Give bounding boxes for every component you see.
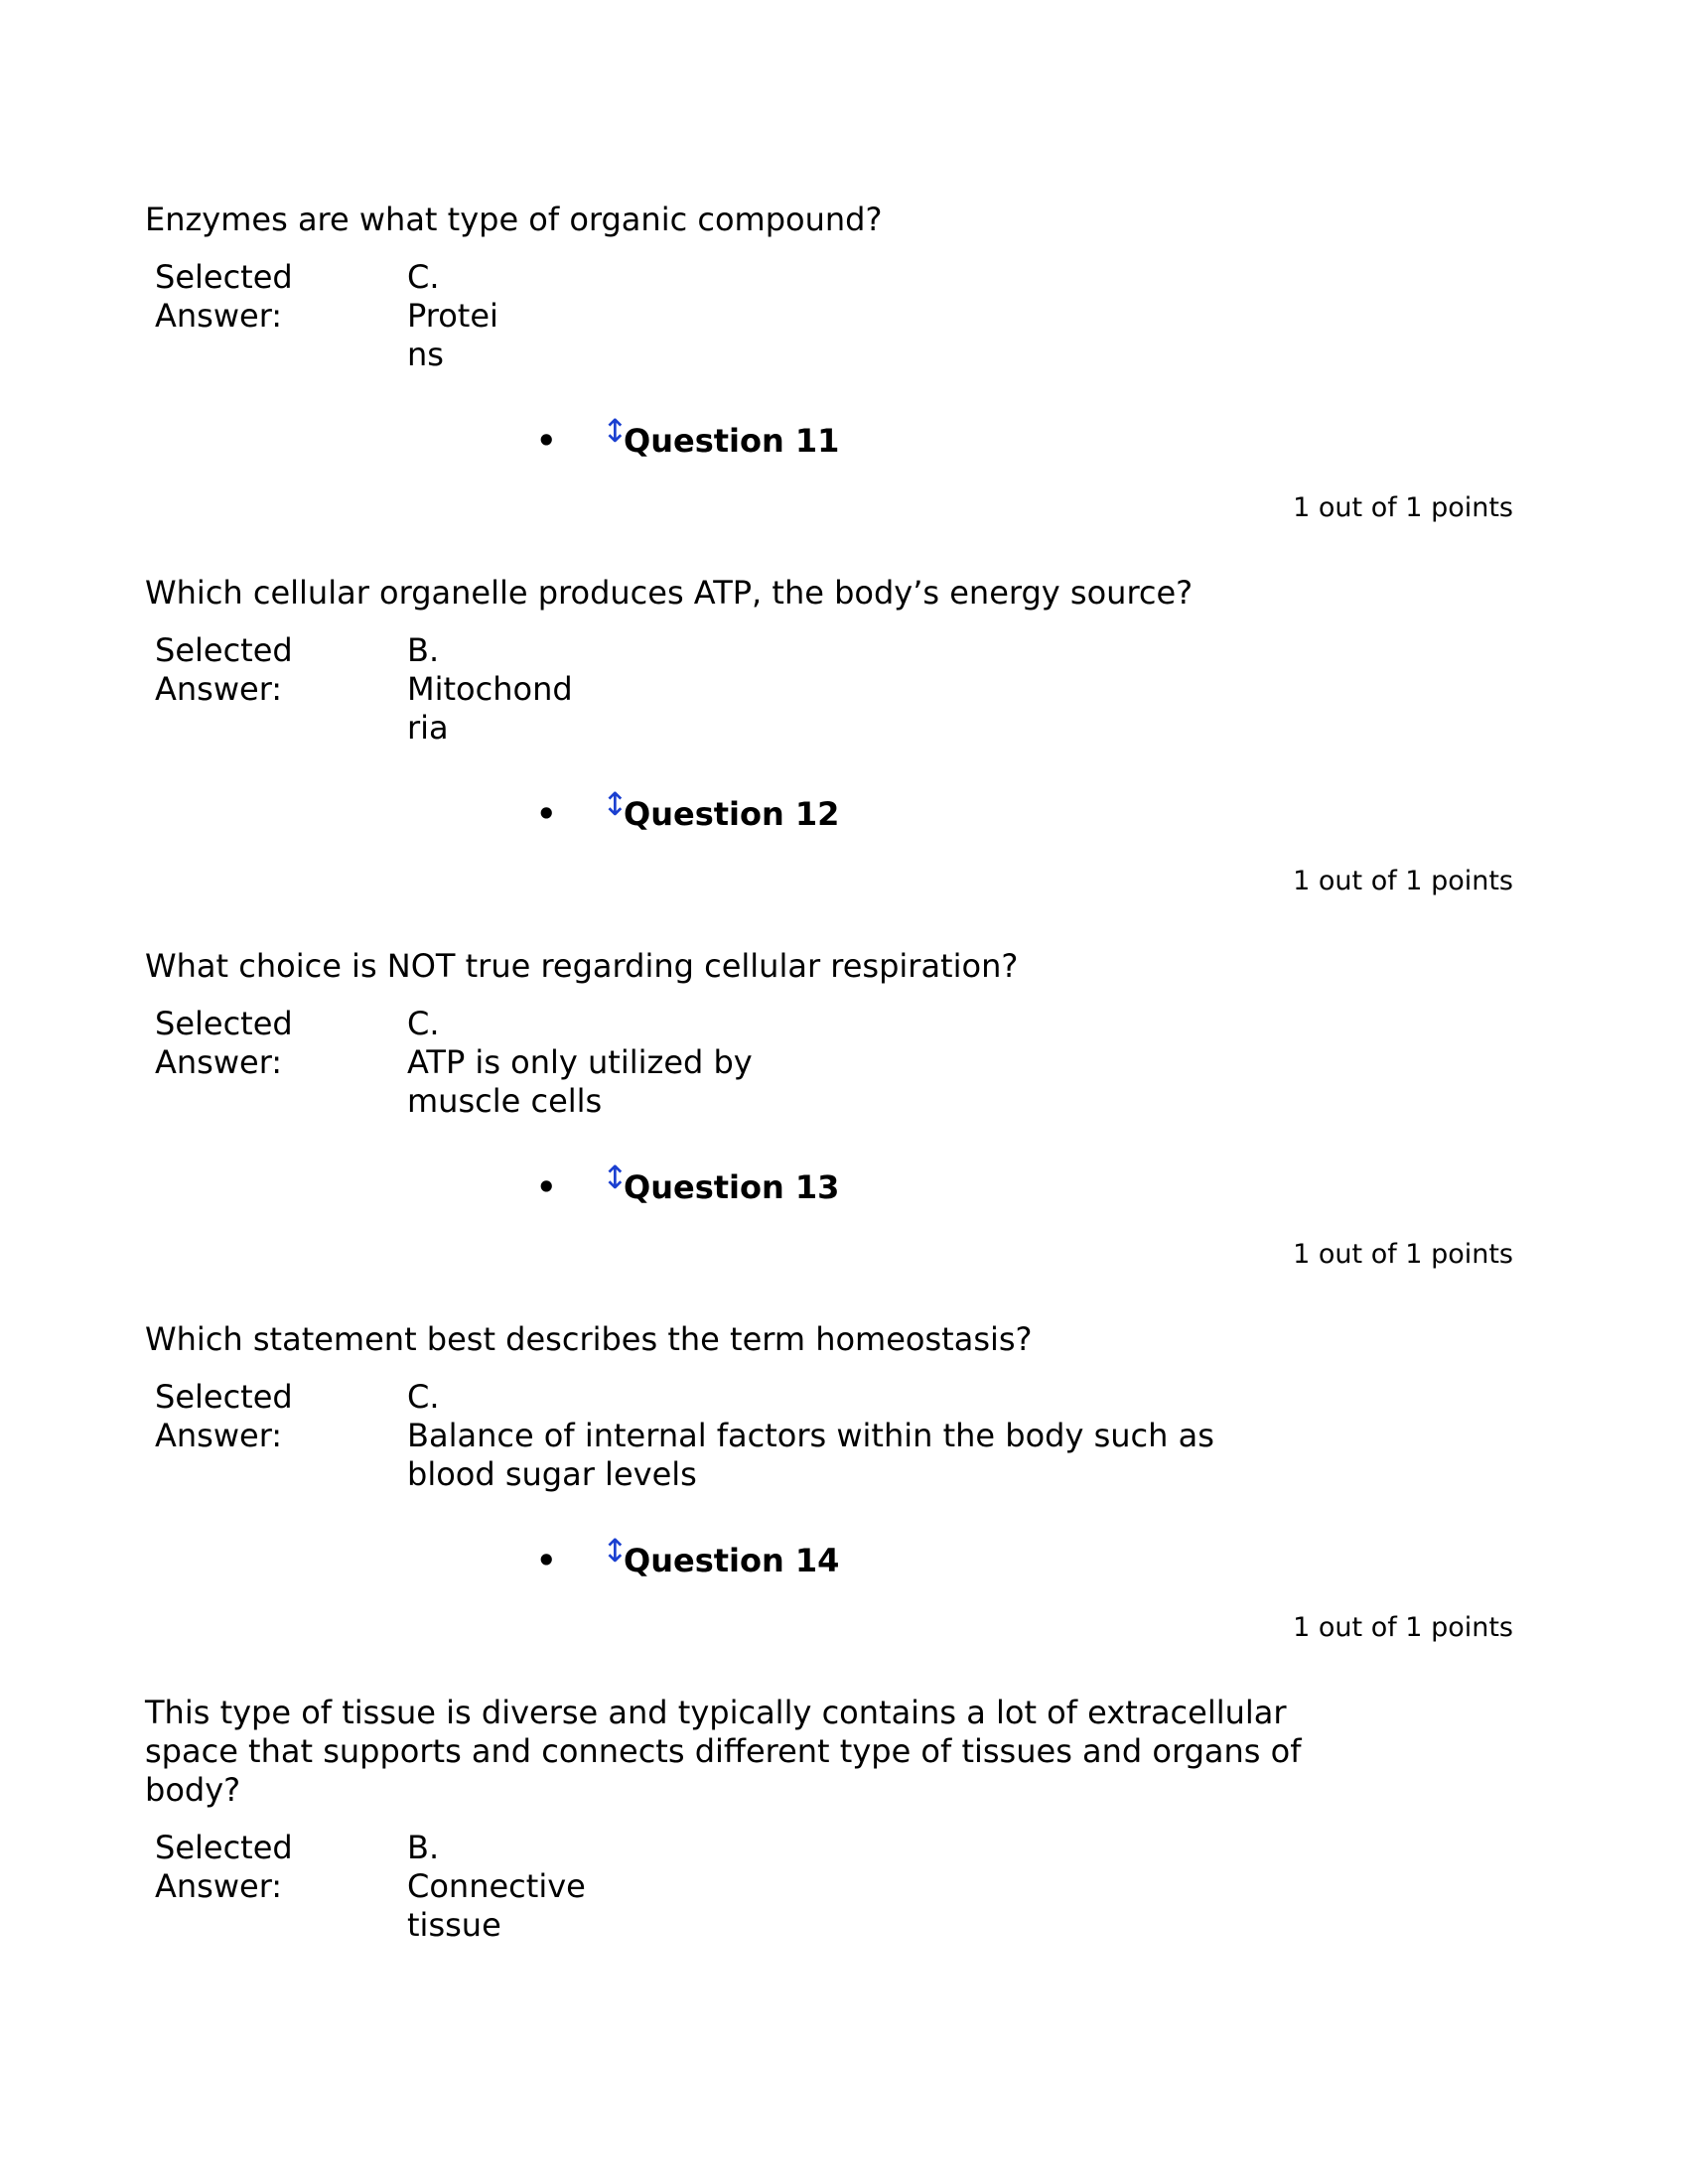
selected-answer-label: Selected Answer: bbox=[155, 258, 293, 335]
bullet-icon: • bbox=[536, 795, 557, 833]
selected-answer-label: Selected Answer: bbox=[155, 1005, 293, 1081]
answer-text: tissue bbox=[407, 1906, 501, 1944]
selected-answer-value bbox=[407, 1829, 586, 1945]
bullet-icon: • bbox=[536, 1542, 557, 1579]
question-number: Question 13 bbox=[624, 1168, 840, 1206]
selected-answer-label: Selected Answer: bbox=[155, 1378, 293, 1454]
points-score: 1 out of 1 points bbox=[1293, 1612, 1513, 1643]
answer-text: Connective bbox=[407, 1867, 586, 1905]
question-number: Question 12 bbox=[624, 795, 840, 833]
answer-text: ria bbox=[407, 709, 449, 747]
answer-letter: B. bbox=[407, 631, 440, 669]
question-number: Question 14 bbox=[624, 1542, 840, 1579]
question-text: This type of tissue is diverse and typically contains a lot of extracellular space that supports and connects different type of tissues and organs of body? bbox=[145, 1694, 1302, 1809]
question-text: Enzymes are what type of organic compound? bbox=[145, 201, 883, 238]
answer-text: Balance of internal factors within the body such as bbox=[407, 1417, 1214, 1454]
answer-letter: B. bbox=[407, 1829, 440, 1866]
question-text: Which cellular organelle produces ATP, the body’s energy source? bbox=[145, 574, 1194, 612]
selected-answer-label: Selected Answer: bbox=[155, 631, 293, 708]
bullet-icon: • bbox=[536, 1168, 557, 1206]
points-score: 1 out of 1 points bbox=[1293, 866, 1513, 896]
answer-text: Protei bbox=[407, 297, 498, 335]
selected-answer-value bbox=[407, 1378, 1214, 1494]
answer-letter: C. bbox=[407, 1378, 440, 1416]
selected-answer-label: Selected Answer: bbox=[155, 1829, 293, 1905]
answer-text: blood sugar levels bbox=[407, 1455, 697, 1493]
points-score: 1 out of 1 points bbox=[1293, 492, 1513, 523]
answer-letter: C. bbox=[407, 1005, 440, 1042]
points-score: 1 out of 1 points bbox=[1293, 1239, 1513, 1270]
answer-letter: C. bbox=[407, 258, 440, 296]
answer-text: Mitochond bbox=[407, 670, 573, 708]
sort-icon[interactable]: ↕ bbox=[602, 1532, 629, 1570]
sort-icon[interactable]: ↕ bbox=[602, 1159, 629, 1196]
question-number: Question 11 bbox=[624, 422, 840, 460]
question-text: What choice is NOT true regarding cellular respiration? bbox=[145, 947, 1019, 985]
sort-icon[interactable]: ↕ bbox=[602, 785, 629, 823]
bullet-icon: • bbox=[536, 422, 557, 460]
sort-icon[interactable]: ↕ bbox=[602, 412, 629, 450]
selected-answer-value bbox=[407, 258, 498, 374]
selected-answer-value bbox=[407, 1005, 753, 1121]
selected-answer-value bbox=[407, 631, 573, 748]
answer-text: muscle cells bbox=[407, 1082, 603, 1120]
answer-text: ATP is only utilized by bbox=[407, 1043, 753, 1081]
question-text: Which statement best describes the term homeostasis? bbox=[145, 1320, 1033, 1358]
answer-text: ns bbox=[407, 336, 444, 373]
